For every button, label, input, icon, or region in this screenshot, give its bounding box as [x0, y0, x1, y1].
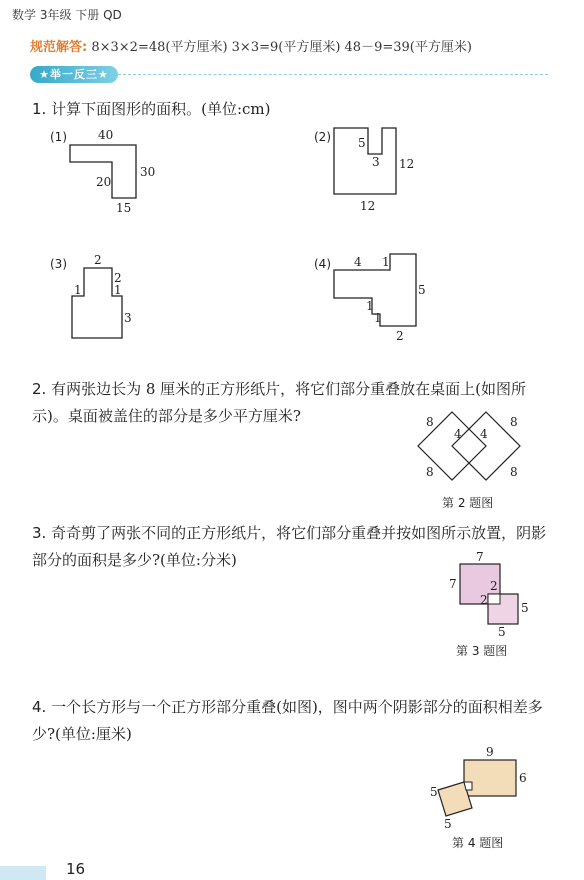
question-2-dim-ll: 8: [426, 465, 434, 479]
question-2-dim-mr: 4: [480, 427, 488, 441]
question-4-caption: 第 4 题图: [452, 836, 504, 850]
figure-3-dim-top: 2: [94, 253, 102, 267]
figure-1-dim-bottom: 15: [116, 201, 132, 215]
question-2-figure: [412, 402, 532, 492]
figure-1-dim-top: 40: [98, 128, 114, 142]
question-2-dim-lr: 8: [510, 465, 518, 479]
figure-2-dim-notch-depth: 5: [358, 136, 366, 150]
question-4-dim-square-bottom: 5: [444, 817, 452, 830]
question-2-dim-ul: 8: [426, 415, 434, 429]
question-2-dim-ur: 8: [510, 415, 518, 429]
solution-text: 8×3×2=48(平方厘米) 3×3=9(平方厘米) 48－9=39(平方厘米): [91, 40, 472, 55]
figure-2-label: (2): [314, 130, 331, 144]
question-4-rectangle: [464, 760, 516, 796]
question-3-dim-right: 5: [521, 601, 529, 615]
question-4-figure: [428, 746, 538, 830]
figure-1-shape: [60, 126, 170, 216]
solution-label: 规范解答:: [30, 40, 88, 55]
figure-4-dim-top: 4: [354, 255, 362, 269]
question-3-caption: 第 3 题图: [456, 644, 508, 658]
figure-4-dim-bottom: 2: [396, 329, 404, 343]
figure-4-dim-step-top: 1: [382, 255, 390, 269]
page-number: 16: [66, 860, 86, 878]
page-header: 数学 3年级 下册 QD: [12, 8, 122, 22]
question-1-text: 计算下面图形的面积。(单位:cm): [51, 100, 271, 118]
question-4-line-1: 一个长方形与一个正方形部分重叠(如图)，图中两个阴影部分的面积相差多: [51, 698, 543, 716]
question-3-line-2: 部分的面积是多少?(单位:分米): [32, 551, 237, 569]
question-3-overlap: [488, 594, 500, 604]
figure-2-dim-bottom: 12: [360, 199, 376, 213]
figure-3-dim-step-right: 1: [114, 283, 122, 297]
figure-2-shape: [326, 124, 426, 216]
figure-2-dim-right: 12: [399, 157, 415, 171]
figure-4-shape: [326, 250, 436, 350]
question-2-number: 2.: [32, 380, 47, 398]
question-4-dim-square-left: 5: [430, 785, 438, 799]
question-4-line-2: 少?(单位:厘米): [32, 725, 132, 743]
solution-line: [30, 36, 472, 55]
question-3-dim-overlap-w: 2: [490, 579, 498, 593]
question-3-number: 3.: [32, 524, 47, 542]
question-3-line-1: 奇奇剪了两张不同的正方形纸片，将它们部分重叠并按如图所示放置，阴影: [51, 524, 547, 542]
figure-4-label: (4): [314, 257, 331, 271]
figure-1-dim-right: 30: [140, 165, 156, 179]
figure-3-dim-upper-right: 2: [114, 271, 122, 285]
question-4-number: 4.: [32, 698, 47, 716]
question-2-line-1: 有两张边长为 8 厘米的正方形纸片，将它们部分重叠放在桌面上(如图所: [51, 380, 527, 398]
figure-4-dim-step-a: 1: [366, 299, 374, 313]
question-3-dim-bottom: 5: [498, 625, 506, 639]
question-2-caption: 第 2 题图: [442, 496, 494, 510]
banner-divider: [118, 74, 548, 75]
figure-2-dim-notch-width: 3: [372, 155, 380, 169]
question-2-dim-ml: 4: [454, 427, 462, 441]
figure-1-dim-inner: 20: [96, 175, 112, 189]
question-3-dim-top: 7: [476, 550, 484, 564]
figure-1-outline: [70, 145, 136, 198]
figure-3-dim-lower-right: 3: [124, 311, 132, 325]
figure-3-shape: [62, 250, 162, 350]
question-3-dim-left: 7: [449, 577, 457, 591]
question-3-dim-overlap-h: 2: [480, 593, 488, 607]
figure-4-dim-right: 5: [418, 283, 426, 297]
figure-3-label: (3): [50, 257, 67, 271]
question-1: [32, 96, 270, 123]
figure-4-dim-step-b: 1: [374, 311, 382, 325]
figure-3-dim-step-left: 1: [74, 283, 82, 297]
question-2-line-2: 示)。桌面被盖住的部分是多少平方厘米?: [32, 407, 301, 425]
question-4-dim-right: 6: [519, 771, 527, 785]
question-4: [32, 694, 543, 748]
figure-1-label: (1): [50, 130, 67, 144]
question-3-figure: [446, 550, 536, 640]
question-4-dim-top: 9: [486, 746, 494, 759]
section-banner: ★举一反三★: [30, 66, 118, 83]
question-1-number: 1.: [32, 100, 47, 118]
page-tab: [0, 866, 46, 880]
question-4-overlap: [464, 782, 472, 790]
